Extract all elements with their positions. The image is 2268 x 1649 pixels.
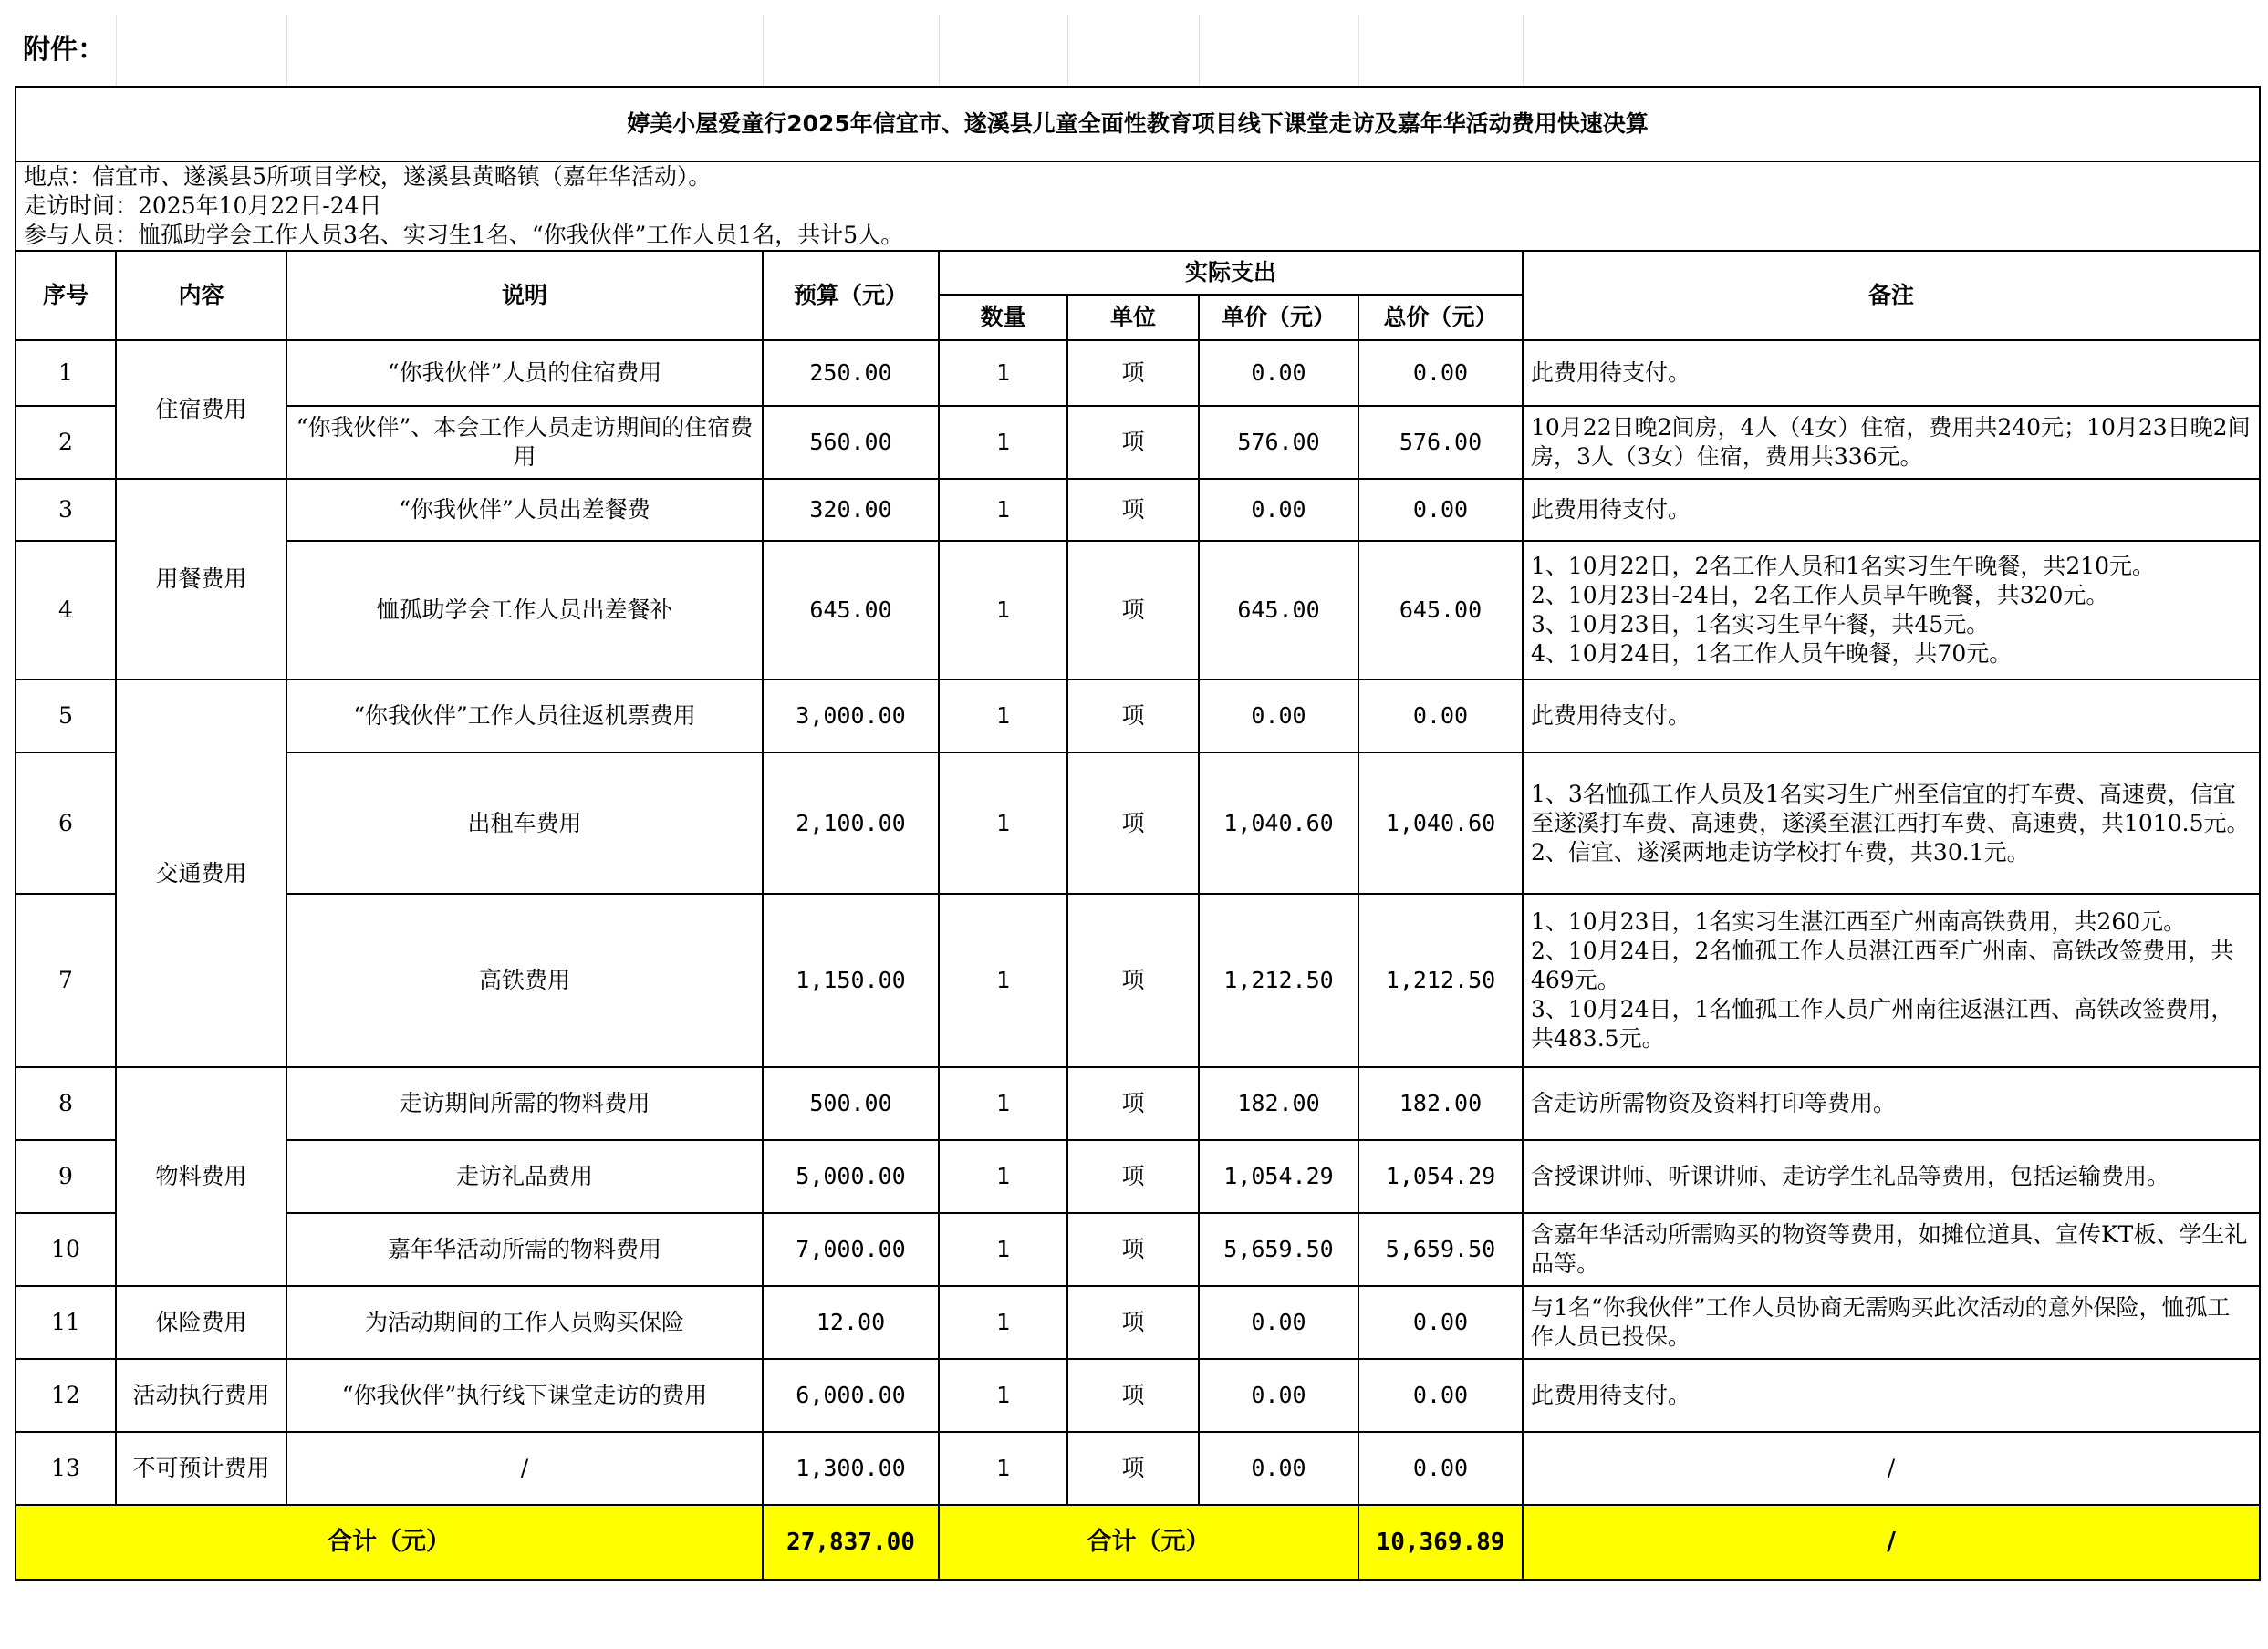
row-quantity: 1 (939, 1286, 1067, 1359)
budget-settlement-sheet (15, 15, 2259, 1581)
row-seq: 3 (16, 479, 116, 541)
row-remark (1523, 679, 2260, 752)
row-unit-price: 1,054.29 (1199, 1140, 1358, 1213)
row-budget: 320.00 (763, 479, 939, 541)
table-row (16, 479, 2260, 541)
row-description: 出租车费用 (286, 752, 763, 894)
row-seq: 13 (16, 1432, 116, 1505)
remark-line: / (1887, 1455, 1896, 1481)
row-unit-price: 0.00 (1199, 1432, 1358, 1505)
row-quantity: 1 (939, 541, 1067, 679)
row-budget: 560.00 (763, 406, 939, 479)
row-remark (1523, 1359, 2260, 1432)
header-seq: 序号 (16, 251, 116, 340)
row-total-price: 645.00 (1358, 541, 1523, 679)
row-remark (1523, 894, 2260, 1067)
row-total-price: 1,040.60 (1358, 752, 1523, 894)
row-unit: 项 (1067, 1140, 1199, 1213)
header-content: 内容 (116, 251, 286, 340)
row-description: 恤孤助学会工作人员出差餐补 (286, 541, 763, 679)
row-unit: 项 (1067, 541, 1199, 679)
row-unit: 项 (1067, 752, 1199, 894)
remark-line: 2、10月24日，2名恤孤工作人员湛江西至广州南、高铁改签费用，共469元。 (1531, 938, 2234, 993)
remark-line: 4、10月24日，1名工作人员午晚餐，共70元。 (1531, 640, 2013, 667)
row-budget: 12.00 (763, 1286, 939, 1359)
table-row (16, 752, 2260, 894)
row-budget: 5,000.00 (763, 1140, 939, 1213)
row-category: 活动执行费用 (116, 1359, 286, 1432)
row-category: 保险费用 (116, 1286, 286, 1359)
table-row (16, 1286, 2260, 1359)
table-row (16, 1140, 2260, 1213)
row-unit-price: 0.00 (1199, 479, 1358, 541)
table-row (16, 1432, 2260, 1505)
row-seq: 5 (16, 679, 116, 752)
remark-line: 此费用待支付。 (1531, 702, 1691, 729)
total-budget-label: 合计（元） (16, 1505, 763, 1580)
header-qty: 数量 (939, 295, 1067, 340)
total-actual-value: 10,369.89 (1358, 1505, 1523, 1580)
totals-row (16, 1505, 2260, 1580)
row-quantity: 1 (939, 479, 1067, 541)
row-quantity: 1 (939, 1359, 1067, 1432)
participants-text: 参与人员：恤孤助学会工作人员3名、实习生1名、“你我伙伴”工作人员1名，共计5人。 (24, 222, 904, 248)
row-category: 物料费用 (116, 1067, 286, 1286)
info-row (16, 161, 2260, 251)
row-remark (1523, 1432, 2260, 1505)
row-seq: 9 (16, 1140, 116, 1213)
header-remark: 备注 (1523, 251, 2260, 340)
row-description: “你我伙伴”人员的住宿费用 (286, 340, 763, 406)
table-row (16, 406, 2260, 479)
row-description: “你我伙伴”、本会工作人员走访期间的住宿费用 (286, 406, 763, 479)
row-remark (1523, 541, 2260, 679)
row-description: “你我伙伴”执行线下课堂走访的费用 (286, 1359, 763, 1432)
header-total-price: 总价（元） (1358, 295, 1523, 340)
row-unit: 项 (1067, 340, 1199, 406)
row-seq: 12 (16, 1359, 116, 1432)
total-remark: / (1523, 1505, 2260, 1580)
row-description: 走访礼品费用 (286, 1140, 763, 1213)
remark-line: 3、10月24日，1名恤孤工作人员广州南往返湛江西、高铁改签费用，共483.5元。 (1531, 996, 2234, 1052)
row-quantity: 1 (939, 406, 1067, 479)
table-row (16, 1213, 2260, 1286)
settlement-table (15, 15, 2261, 1581)
row-budget: 3,000.00 (763, 679, 939, 752)
row-seq: 1 (16, 340, 116, 406)
row-unit: 项 (1067, 479, 1199, 541)
row-quantity: 1 (939, 679, 1067, 752)
table-row (16, 1067, 2260, 1140)
row-seq: 10 (16, 1213, 116, 1286)
remark-line: 2、信宜、遂溪两地走访学校打车费，共30.1元。 (1531, 838, 2030, 866)
remark-line: 含嘉年华活动所需购买的物资等费用，如摊位道具、宣传KT板、学生礼品等。 (1531, 1221, 2248, 1277)
row-total-price: 0.00 (1358, 340, 1523, 406)
row-total-price: 0.00 (1358, 479, 1523, 541)
row-budget: 6,000.00 (763, 1359, 939, 1432)
remark-line: 含授课讲师、听课讲师、走访学生礼品等费用，包括运输费用。 (1531, 1163, 2170, 1189)
remark-line: 1、3名恤孤工作人员及1名实习生广州至信宜的打车费、高速费，信宜至遂溪打车费、高速费，遂溪至湛江西打车费、高速费，共1010.5元。 (1531, 780, 2250, 836)
row-budget: 1,300.00 (763, 1432, 939, 1505)
location-text: 地点：信宜市、遂溪县5所项目学校，遂溪县黄略镇（嘉年华活动）。 (24, 163, 712, 190)
row-description: / (286, 1432, 763, 1505)
remark-line: 3、10月23日，1名实习生早午餐，共45元。 (1531, 611, 1990, 638)
remark-line: 1、10月22日，2名工作人员和1名实习生午晚餐，共210元。 (1531, 553, 2156, 579)
row-unit-price: 0.00 (1199, 1359, 1358, 1432)
attachment-row (16, 15, 2260, 87)
remark-line: 1、10月23日，1名实习生湛江西至广州南高铁费用，共260元。 (1531, 908, 2187, 935)
row-quantity: 1 (939, 1213, 1067, 1286)
header-unit-price: 单价（元） (1199, 295, 1358, 340)
row-category: 不可预计费用 (116, 1432, 286, 1505)
row-total-price: 1,212.50 (1358, 894, 1523, 1067)
row-remark (1523, 479, 2260, 541)
row-budget: 7,000.00 (763, 1213, 939, 1286)
row-description: 为活动期间的工作人员购买保险 (286, 1286, 763, 1359)
remark-line: 10月22日晚2间房，4人（4女）住宿，费用共240元；10月23日晚2间房，3人（3女）住宿，费用共336元。 (1531, 414, 2251, 470)
row-quantity: 1 (939, 752, 1067, 894)
row-quantity: 1 (939, 894, 1067, 1067)
row-description: “你我伙伴”工作人员往返机票费用 (286, 679, 763, 752)
remark-line: 此费用待支付。 (1531, 1382, 1691, 1408)
info-block (16, 161, 2260, 251)
row-total-price: 0.00 (1358, 1432, 1523, 1505)
row-budget: 250.00 (763, 340, 939, 406)
total-budget-value: 27,837.00 (763, 1505, 939, 1580)
row-category: 交通费用 (116, 679, 286, 1067)
row-budget: 2,100.00 (763, 752, 939, 894)
row-unit: 项 (1067, 679, 1199, 752)
row-unit: 项 (1067, 1067, 1199, 1140)
total-actual-label: 合计（元） (939, 1505, 1358, 1580)
row-category: 用餐费用 (116, 479, 286, 679)
row-total-price: 576.00 (1358, 406, 1523, 479)
header-row-1 (16, 251, 2260, 295)
remark-line: 2、10月23日-24日，2名工作人员早午晚餐，共320元。 (1531, 582, 2109, 608)
row-quantity: 1 (939, 1067, 1067, 1140)
row-total-price: 182.00 (1358, 1067, 1523, 1140)
row-unit: 项 (1067, 1213, 1199, 1286)
table-row (16, 340, 2260, 406)
row-budget: 645.00 (763, 541, 939, 679)
row-quantity: 1 (939, 1140, 1067, 1213)
row-description: 高铁费用 (286, 894, 763, 1067)
row-seq: 8 (16, 1067, 116, 1140)
row-seq: 11 (16, 1286, 116, 1359)
header-budget: 预算（元） (763, 251, 939, 340)
row-total-price: 5,659.50 (1358, 1213, 1523, 1286)
remark-line: 此费用待支付。 (1531, 496, 1691, 523)
row-unit-price: 1,040.60 (1199, 752, 1358, 894)
row-unit-price: 5,659.50 (1199, 1213, 1358, 1286)
row-seq: 7 (16, 894, 116, 1067)
row-remark (1523, 1213, 2260, 1286)
row-remark (1523, 340, 2260, 406)
table-row (16, 541, 2260, 679)
row-unit-price: 0.00 (1199, 679, 1358, 752)
table-row (16, 679, 2260, 752)
remark-line: 与1名“你我伙伴”工作人员协商无需购买此次活动的意外保险，恤孤工作人员已投保。 (1531, 1294, 2231, 1350)
row-remark (1523, 1067, 2260, 1140)
row-unit: 项 (1067, 1432, 1199, 1505)
row-remark (1523, 1286, 2260, 1359)
header-actual: 实际支出 (939, 251, 1523, 295)
row-seq: 4 (16, 541, 116, 679)
remark-line: 此费用待支付。 (1531, 359, 1691, 386)
row-category: 住宿费用 (116, 340, 286, 479)
sheet-title: 婷美小屋爱童行2025年信宜市、遂溪县儿童全面性教育项目线下课堂走访及嘉年华活动费用快速决算 (16, 87, 2260, 161)
header-unit: 单位 (1067, 295, 1199, 340)
row-unit-price: 645.00 (1199, 541, 1358, 679)
row-description: 嘉年华活动所需的物料费用 (286, 1213, 763, 1286)
attachment-label: 附件： (16, 15, 116, 87)
row-budget: 500.00 (763, 1067, 939, 1140)
row-unit-price: 1,212.50 (1199, 894, 1358, 1067)
row-remark (1523, 752, 2260, 894)
title-row (16, 87, 2260, 161)
row-total-price: 0.00 (1358, 679, 1523, 752)
row-unit-price: 576.00 (1199, 406, 1358, 479)
row-unit: 项 (1067, 1359, 1199, 1432)
row-remark (1523, 406, 2260, 479)
row-description: “你我伙伴”人员出差餐费 (286, 479, 763, 541)
row-seq: 2 (16, 406, 116, 479)
table-row (16, 1359, 2260, 1432)
header-desc: 说明 (286, 251, 763, 340)
row-budget: 1,150.00 (763, 894, 939, 1067)
table-row (16, 894, 2260, 1067)
row-total-price: 0.00 (1358, 1359, 1523, 1432)
row-unit: 项 (1067, 406, 1199, 479)
visit-time-text: 走访时间：2025年10月22日-24日 (24, 192, 382, 219)
row-remark (1523, 1140, 2260, 1213)
row-quantity: 1 (939, 1432, 1067, 1505)
row-seq: 6 (16, 752, 116, 894)
remark-line: 含走访所需物资及资料打印等费用。 (1531, 1090, 1897, 1116)
row-unit-price: 0.00 (1199, 1286, 1358, 1359)
row-unit-price: 182.00 (1199, 1067, 1358, 1140)
row-description: 走访期间所需的物料费用 (286, 1067, 763, 1140)
row-total-price: 0.00 (1358, 1286, 1523, 1359)
row-unit-price: 0.00 (1199, 340, 1358, 406)
row-total-price: 1,054.29 (1358, 1140, 1523, 1213)
row-unit: 项 (1067, 1286, 1199, 1359)
row-quantity: 1 (939, 340, 1067, 406)
row-unit: 项 (1067, 894, 1199, 1067)
